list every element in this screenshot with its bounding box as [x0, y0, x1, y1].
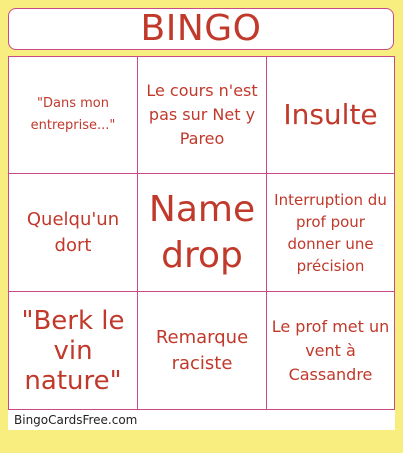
cell-text: Insulte	[283, 98, 378, 131]
bingo-cell-9[interactable]	[267, 292, 394, 409]
title-box	[8, 8, 394, 50]
cell-text: "Dans mon entreprise..."	[30, 96, 116, 133]
bingo-cell-3[interactable]	[267, 57, 394, 174]
cell-text: Le prof met un vent à Cassandre	[271, 316, 390, 384]
bingo-cell-6[interactable]	[267, 174, 394, 292]
footer-credit: BingoCardsFree.com	[14, 413, 138, 427]
cell-text: Remarque raciste	[155, 326, 249, 374]
bingo-cell-2[interactable]	[138, 57, 267, 174]
bingo-title: BINGO	[140, 8, 262, 49]
cell-text: Name drop	[148, 188, 256, 276]
bingo-cell-1[interactable]	[9, 57, 138, 174]
bingo-cell-7[interactable]	[9, 292, 138, 409]
bingo-cell-8[interactable]	[138, 292, 267, 409]
cell-text: Le cours n'est pas sur Net y Pareo	[146, 81, 258, 148]
cell-text: Interruption du prof pour donner une précision	[274, 190, 387, 275]
cell-text: "Berk le vin nature"	[21, 305, 125, 396]
bingo-grid	[9, 57, 394, 409]
cell-text: Quelqu'un dort	[26, 208, 120, 256]
bingo-cell-4[interactable]	[9, 174, 138, 292]
bingo-board	[8, 56, 395, 410]
bingo-cell-5[interactable]	[138, 174, 267, 292]
footer	[8, 410, 395, 430]
